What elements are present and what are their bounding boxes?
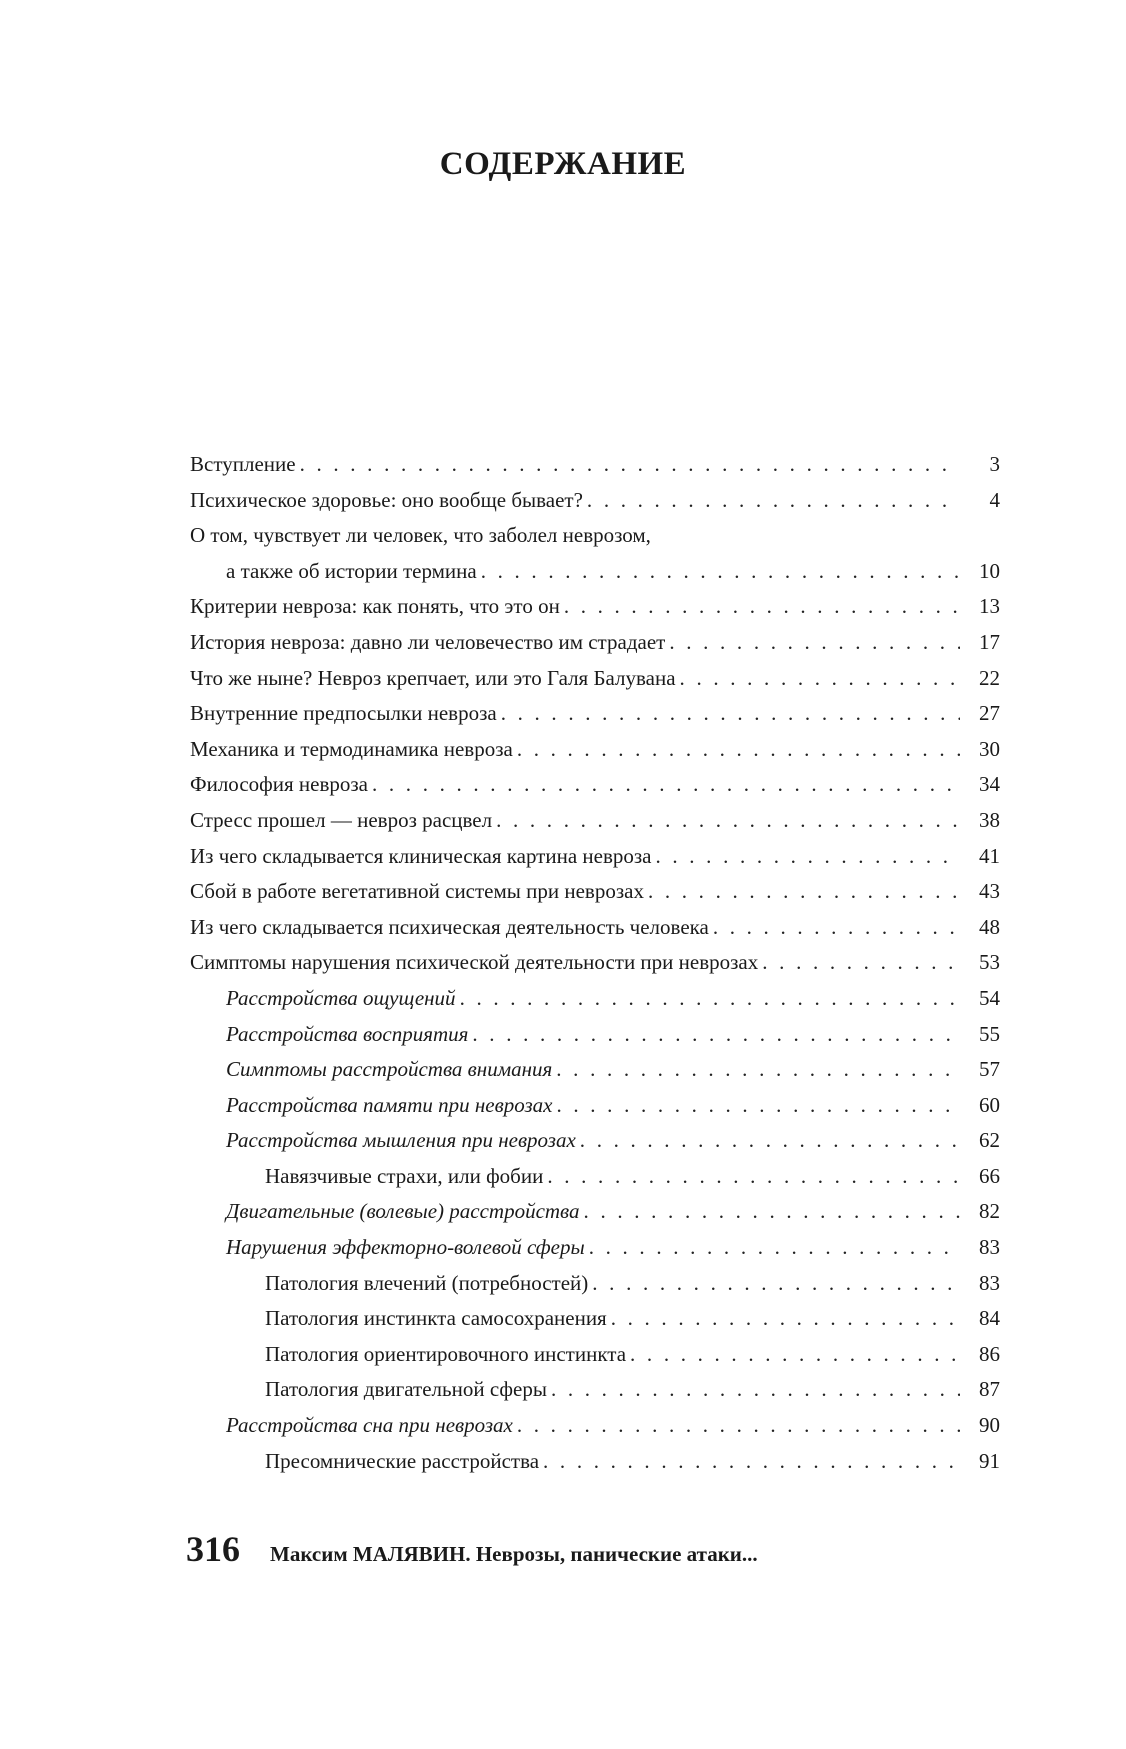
toc-page-number: 41: [979, 843, 1000, 868]
toc-entry-title: Критерии невроза: как понять, что это он: [190, 594, 560, 619]
toc-entry: [190, 1123, 1000, 1159]
dot-leader: [496, 803, 960, 839]
toc-page-number: 86: [979, 1341, 1000, 1366]
dot-leader: [517, 1408, 960, 1444]
toc-entry-title: Патология инстинкта самосохранения: [265, 1306, 607, 1331]
dot-leader: [556, 1088, 960, 1124]
toc-entry-title: Философия невроза: [190, 772, 368, 797]
toc-entry: [190, 1159, 1000, 1195]
toc-entry: [190, 803, 1000, 839]
toc-entry-title: Симптомы нарушения психической деятельности при неврозах: [190, 950, 759, 975]
toc-entry: [190, 1408, 1000, 1444]
toc-entry-title: Из чего складывается клиническая картина невроза: [190, 843, 652, 868]
toc-entry-title: История невроза: давно ли человечество им страдает: [190, 629, 666, 654]
toc-page-number: 22: [979, 665, 1000, 690]
toc-page-number: 3: [989, 452, 1000, 476]
toc-page-number: 10: [979, 558, 1000, 583]
dot-leader: [551, 1372, 960, 1408]
dot-leader: [584, 1194, 960, 1230]
toc-entry-title: Патология ориентировочного инстинкта: [265, 1341, 627, 1366]
page-number: 316: [186, 1529, 240, 1569]
toc-entry-title: Психическое здоровье: оно вообще бывает?: [190, 487, 583, 512]
page-footer: [186, 1528, 1016, 1570]
toc-entry: [190, 1017, 1000, 1053]
dot-leader: [372, 767, 960, 803]
toc-entry: [190, 767, 1000, 803]
toc-entry-title: Расстройства сна при неврозах: [226, 1413, 513, 1438]
toc-entry: [190, 1194, 1000, 1230]
toc-entry: [190, 839, 1000, 875]
toc-entry-title: Патология двигательной сферы: [265, 1377, 547, 1402]
toc-entry-title: Симптомы расстройства внимания: [226, 1057, 553, 1082]
toc-entry: [190, 1266, 1000, 1302]
toc-page-number: 90: [979, 1413, 1000, 1438]
toc-page-number: 27: [979, 701, 1000, 726]
toc-entry: [190, 625, 1000, 661]
dot-leader: [669, 625, 960, 661]
toc-page-number: 43: [979, 879, 1000, 904]
toc-entry-title: Стресс прошел — невроз расцвел: [190, 807, 493, 832]
dot-leader: [556, 1052, 960, 1088]
toc-entry: [190, 661, 1000, 697]
toc-entry-title: Навязчивые страхи, или фобии: [265, 1163, 544, 1188]
toc-page-number: 13: [979, 594, 1000, 619]
dot-leader: [589, 1230, 960, 1266]
toc-entry-title: Расстройства мышления при неврозах: [226, 1128, 576, 1153]
toc-entry-title: Вступление: [190, 452, 296, 476]
toc-entry: [190, 1337, 1000, 1373]
toc-entry: [190, 589, 1000, 625]
toc-entry: [190, 1088, 1000, 1124]
toc-entry: [190, 1230, 1000, 1266]
dot-leader: [547, 1159, 960, 1195]
toc-entry-title: Что же ныне? Невроз крепчает, или это Галя Балувана: [190, 665, 676, 690]
dot-leader: [713, 910, 960, 946]
toc-page-number: 54: [979, 985, 1000, 1010]
table-of-contents: [190, 447, 1000, 1479]
dot-leader: [580, 1123, 960, 1159]
dot-leader: [648, 874, 960, 910]
toc-entry: [190, 874, 1000, 910]
dot-leader: [472, 1017, 960, 1053]
dot-leader: [611, 1301, 960, 1337]
toc-entry: [190, 1444, 1000, 1480]
dot-leader: [587, 483, 960, 519]
toc-entry-title: Патология влечений (потребностей): [265, 1270, 589, 1295]
toc-entry-title: Сбой в работе вегетативной системы при неврозах: [190, 879, 644, 904]
toc-entry: [190, 1372, 1000, 1408]
running-title: Максим МАЛЯВИН. Неврозы, панические атаки...: [270, 1542, 758, 1566]
toc-page-number: 48: [979, 914, 1000, 939]
dot-leader: [655, 839, 960, 875]
toc-page-number: 55: [979, 1021, 1000, 1046]
dot-leader: [543, 1444, 960, 1480]
toc-page-number: 62: [979, 1128, 1000, 1153]
dot-leader: [517, 732, 960, 768]
toc-entry-title: Пресомнические расстройства: [265, 1448, 540, 1473]
toc-page-number: 87: [979, 1377, 1000, 1402]
toc-page-number: 66: [979, 1163, 1000, 1188]
toc-entry-title: Механика и термодинамика невроза: [190, 736, 513, 761]
dot-leader: [460, 981, 960, 1017]
toc-entry-title: Двигательные (волевые) расстройства: [226, 1199, 580, 1224]
dot-leader: [630, 1337, 960, 1373]
toc-entry: [190, 910, 1000, 946]
toc-page-number: 83: [979, 1270, 1000, 1295]
dot-leader: [762, 945, 960, 981]
toc-entry: [190, 981, 1000, 1017]
toc-entry: [190, 447, 1000, 483]
toc-entry: [190, 518, 1000, 589]
toc-page-number: 91: [979, 1448, 1000, 1473]
toc-entry-title: Расстройства памяти при неврозах: [226, 1092, 553, 1117]
toc-page-number: 30: [979, 736, 1000, 761]
toc-entry-title: Расстройства ощущений: [226, 985, 456, 1010]
dot-leader: [564, 589, 960, 625]
toc-page-number: 84: [979, 1306, 1000, 1331]
toc-page-number: 82: [979, 1199, 1000, 1224]
toc-page-number: 57: [979, 1057, 1000, 1082]
toc-entry-title: Из чего складывается психическая деятельность человека: [190, 914, 709, 939]
page-title: СОДЕРЖАНИЕ: [439, 146, 687, 182]
toc-page-number: 34: [979, 772, 1000, 797]
toc-page-number: 4: [989, 487, 1000, 512]
toc-entry: [190, 1301, 1000, 1337]
toc-entry: [190, 696, 1000, 732]
dot-leader: [481, 554, 960, 590]
dot-leader: [592, 1266, 960, 1302]
toc-page-number: 38: [979, 807, 1000, 832]
dot-leader: [300, 447, 960, 483]
toc-entry-title-continuation: а также об истории термина: [226, 558, 477, 583]
toc-entry: [190, 732, 1000, 768]
toc-page-number: 83: [979, 1235, 1000, 1260]
toc-entry-title: Нарушения эффекторно-волевой сферы: [226, 1235, 585, 1260]
toc-entry-title: Внутренние предпосылки невроза: [190, 701, 497, 726]
toc-entry-title: О том, чувствует ли человек, что заболел неврозом,: [190, 523, 651, 548]
toc-entry-title: Расстройства восприятия: [226, 1021, 469, 1046]
dot-leader: [680, 661, 960, 697]
toc-page-number: 17: [979, 629, 1000, 654]
toc-entry: [190, 483, 1000, 519]
dot-leader: [501, 696, 960, 732]
toc-entry: [190, 1052, 1000, 1088]
toc-page-number: 60: [979, 1092, 1000, 1117]
toc-entry: [190, 945, 1000, 981]
toc-page-number: 53: [979, 950, 1000, 975]
